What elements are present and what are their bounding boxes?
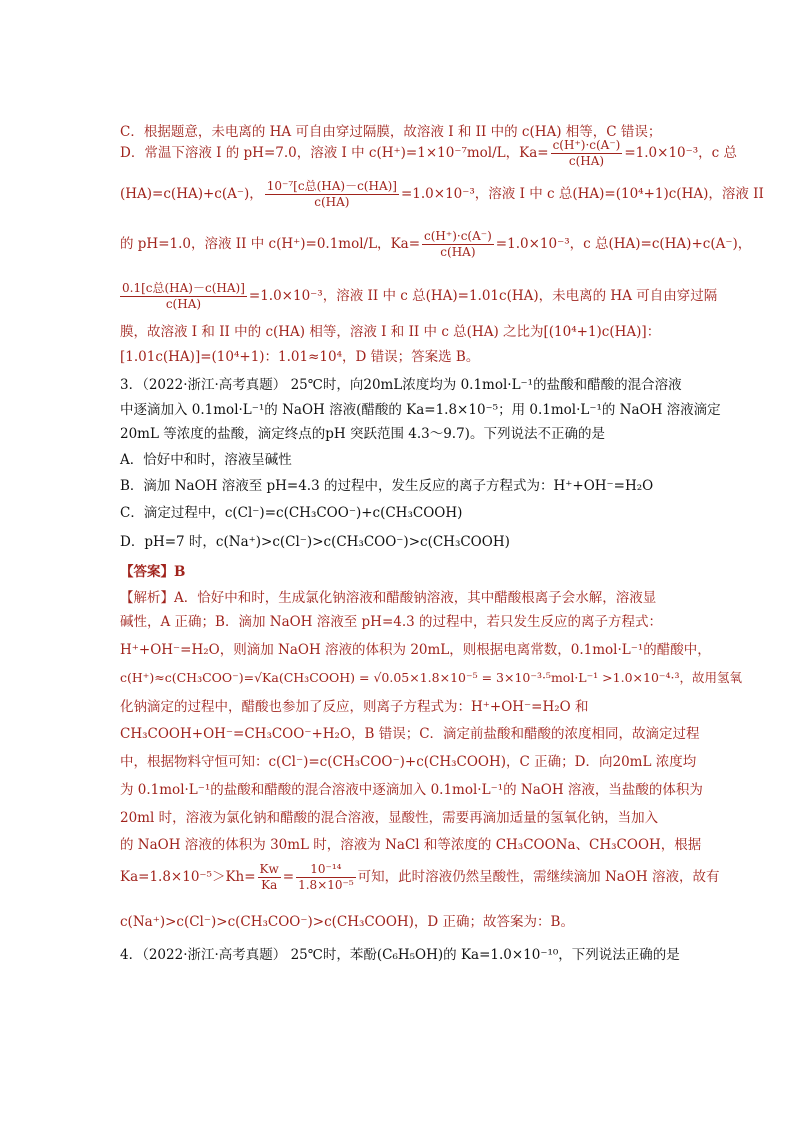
fraction [120, 281, 247, 312]
fraction-denominator: 1.8×10⁻⁵ [298, 878, 354, 892]
fraction-numerator: c(H⁺)·c(A⁻) [424, 229, 492, 243]
fraction [296, 862, 356, 893]
analysis-line: H⁺+OH⁻=H₂O，则滴加 NaOH 溶液的体积为 20mL，则根据电离常数，0.1mol·L⁻¹的醋酸中， [120, 642, 711, 658]
analysis-line: 为 0.1mol·L⁻¹的盐酸和醋酸的混合溶液中逐滴加入 0.1mol·L⁻¹的 NaOH 溶液，当盐酸的体积为 [120, 782, 703, 798]
analysis-line: 【解析】A．恰好中和时，生成氯化钠溶液和醋酸钠溶液，其中醋酸根离子会水解，溶液显 [120, 590, 657, 606]
fraction-denominator: c(HA) [422, 244, 494, 260]
option-d: D．pH=7 时，c(Na⁺)>c(Cl⁻)>c(CH₃COO⁻)>c(CH₃COOH) [120, 534, 510, 550]
question-4-stem: 4．（2022·浙江·高考真题） 25℃时，苯酚(C₆H₅OH)的 Ka=1.0×10⁻¹⁰，下列说法正确的是 [120, 947, 680, 963]
analysis-line: 化钠滴定的过程中，醋酸也参加了反应，则离子方程式为：H⁺+OH⁻=H₂O 和 [120, 699, 589, 715]
analysis-line: c(Na⁺)>c(Cl⁻)>c(CH₃COO⁻)>c(CH₃COOH)，D 正确；故答案为：B。 [120, 914, 574, 930]
fraction-numerator: c(H⁺)·c(A⁻) [552, 138, 621, 152]
text-segment: D．常温下溶液 I 的 pH=7.0，溶液 I 中 c(H⁺)=1×10⁻⁷mol/L， [120, 145, 520, 161]
text-segment: =1.0×10⁻³，溶液 II 中 c 总(HA)=1.01c(HA)，未电离的 HA 可自由穿过隔 [248, 288, 718, 304]
fraction-denominator: c(HA) [551, 153, 623, 169]
text-line-with-fraction [120, 138, 738, 169]
fraction-numerator: 10⁻¹⁴ [310, 862, 342, 876]
fraction-denominator: c(HA) [265, 194, 399, 210]
option-c: C．滴定过程中，c(Cl⁻)=c(CH₃COO⁻)+c(CH₃COOH) [120, 505, 463, 521]
fraction [422, 229, 494, 260]
text-line-with-fraction [120, 860, 720, 894]
fraction [551, 138, 623, 169]
analysis-line: c(H⁺)≈c(CH₃COO⁻)=√Ka(CH₃COOH) = √0.05×1.8×10⁻⁵ = 3×10⁻³·⁵mol·L⁻¹ >1.0×10⁻⁴·³，故用氢氧 [120, 670, 742, 685]
text-line: 膜，故溶液 I 和 II 中的 c(HA) 相等，溶液 I 和 II 中 c 总(HA) 之比为[(10⁴+1)c(HA)]： [120, 324, 661, 340]
text-line-with-fraction [120, 228, 752, 260]
text-segment: =1.0×10⁻³，c 总 [624, 145, 738, 161]
analysis-line: 的 NaOH 溶液的体积为 30mL 时，溶液为 NaCl 和等浓度的 CH₃COONa、CH₃COOH，根据 [120, 837, 702, 853]
text-segment: =1.0×10⁻³，c 总(HA)=c(HA)+c(A⁻)， [495, 236, 752, 252]
math-label: Ka= [519, 145, 549, 161]
text-line: C．根据题意，未电离的 HA 可自由穿过隔膜，故溶液 I 和 II 中的 c(HA) 相等，C 错误； [120, 124, 662, 140]
question-3-stem: 3．（2022·浙江·高考真题） 25℃时，向20mL浓度均为 0.1mol·L⁻¹的盐酸和醋酸的混合溶液 [120, 377, 682, 393]
text-segment: (HA)=c(HA)+c(A⁻)， [120, 186, 263, 202]
option-b: B．滴加 NaOH 溶液至 pH=4.3 的过程中，发生反应的离子方程式为：H⁺+OH⁻=H₂O [120, 478, 654, 494]
option-a: A．恰好中和时，溶液呈碱性 [120, 452, 292, 468]
fraction-denominator: c(HA) [120, 296, 247, 312]
text-line-with-fraction [120, 178, 764, 210]
text-line: [1.01c(HA)]=(10⁴+1)：1.01≈10⁴，D 错误；答案选 B。 [120, 349, 480, 365]
fraction-numerator: 10⁻⁷[c总(HA)－c(HA)] [266, 179, 397, 193]
answer-label: 【答案】B [120, 564, 186, 580]
text-segment: =1.0×10⁻³，溶液 I 中 c 总(HA)=(10⁴+1)c(HA)，溶液 II [400, 186, 764, 202]
question-3-stem: 20mL 等浓度的盐酸，滴定终点的pH 突跃范围 4.3～9.7)。下列说法不正确的是 [120, 426, 605, 442]
analysis-line: CH₃COOH+OH⁻=CH₃COO⁻+H₂O，B 错误；C．滴定前盐酸和醋酸的浓度相同，故滴定过程 [120, 726, 700, 742]
fraction [265, 179, 399, 210]
fraction-numerator: 0.1[c总(HA)－c(HA)] [122, 281, 245, 295]
analysis-line: 20ml 时，溶液为氯化钠和醋酸的混合溶液，显酸性，需要再滴加适量的氢氧化钠，当加入 [120, 810, 659, 826]
math-label: Ka= [390, 236, 421, 252]
question-3-stem: 中逐滴加入 0.1mol·L⁻¹的 NaOH 溶液(醋酸的 Ka=1.8×10⁻⁵；用 0.1mol·L⁻¹的 NaOH 溶液滴定 [120, 402, 721, 418]
analysis-line: 中，根据物料守恒可知：c(Cl⁻)=c(CH₃COO⁻)+c(CH₃COOH)，C 正确；D．向20mL 浓度均 [120, 754, 697, 770]
text-segment: Ka=1.8×10⁻⁵＞Kh= [120, 869, 256, 885]
text-segment: 可知，此时溶液仍然呈酸性，需继续滴加 NaOH 溶液，故有 [357, 869, 720, 885]
text-segment: = [282, 869, 295, 885]
analysis-line: 碱性，A 正确；B．滴加 NaOH 溶液至 pH=4.3 的过程中，若只发生反应的离子方程式： [120, 614, 663, 630]
text-line-with-fraction [120, 280, 718, 312]
text-segment: 的 pH=1.0，溶液 II 中 c(H⁺)=0.1mol/L， [120, 236, 391, 252]
fraction [258, 862, 281, 893]
fraction-numerator: Kw [259, 862, 279, 876]
fraction-denominator: Ka [258, 877, 281, 893]
